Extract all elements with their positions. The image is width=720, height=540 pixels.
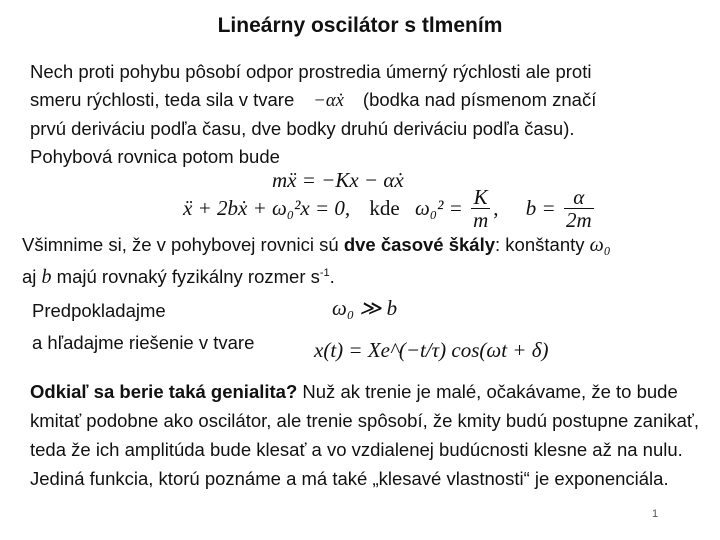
time-scales-note: Všimnime si, že v pohybovej rovnici sú dve časové škály: konštanty ω₀ aj b majú rovnaký fyzikálny rozmer $s^{-1}$. [22,234,611,289]
intro-line-2: smeru rýchlosti, teda sila v tvare −αẋ (bodka nad písmenom značí [30,89,597,111]
b-symbol: b [41,266,52,289]
explanation-question: Odkiaľ sa berie taká genialita? [30,381,298,402]
fraction-alpha-over-2m: $\frac{\alpha}{2m}$ [565,185,592,232]
force-expression: −αẋ [313,91,344,111]
assume-line-2: a hľadajme riešenie v tvare [32,332,255,353]
intro-line-4: Pohybová rovnica potom bude [30,146,280,167]
assume-line-1: Predpokladajme [32,300,166,321]
explanation-paragraph: Odkiaľ sa berie taká genialita? Nuž ak trenie je malé, očakávame, že to bude kmitať podobne ako oscilátor, ale trenie spôsobí, že kmity budú postupne zanikať, teda že ich amplitúda bude klesať a vo vzdialenej budúcnosti klesne až na nulu. Jediná funkcia, ktorú poznáme a má také „klesavé vlastnosti“ je exponenciála. [30,381,699,489]
intro-line-3: prvú deriváciu podľa času, dve bodky druhú deriváciu podľa času). [30,118,575,139]
equation-normalized: ẍ + 2bẋ + ω₀²x = 0, kde ω₀² = $\frac{K}{m}$ , b = $\frac{\alpha}{2m}$ [183,185,592,232]
equation-of-motion: mẍ = −Kx − αẋ [272,168,404,192]
page-number: 1 [652,508,659,520]
slide-title: Lineárny oscilátor s tlmením [217,14,503,37]
solution-ansatz: x(t) = Xe^(−t/τ) cos(ωt + δ) [314,338,549,362]
assumption-condition: ω₀ ≫ b [332,296,398,320]
omega0-symbol: ω₀ [589,234,611,256]
assumption-block [32,295,254,359]
intro-line-1: Nech proti pohybu pôsobí odpor prostredia úmerný rýchlosti ale proti [30,61,592,82]
fraction-k-over-m: $\frac{K}{m}$ [473,185,489,232]
note-highlight: dve časové škály [343,234,496,255]
intro-paragraph [30,58,690,171]
